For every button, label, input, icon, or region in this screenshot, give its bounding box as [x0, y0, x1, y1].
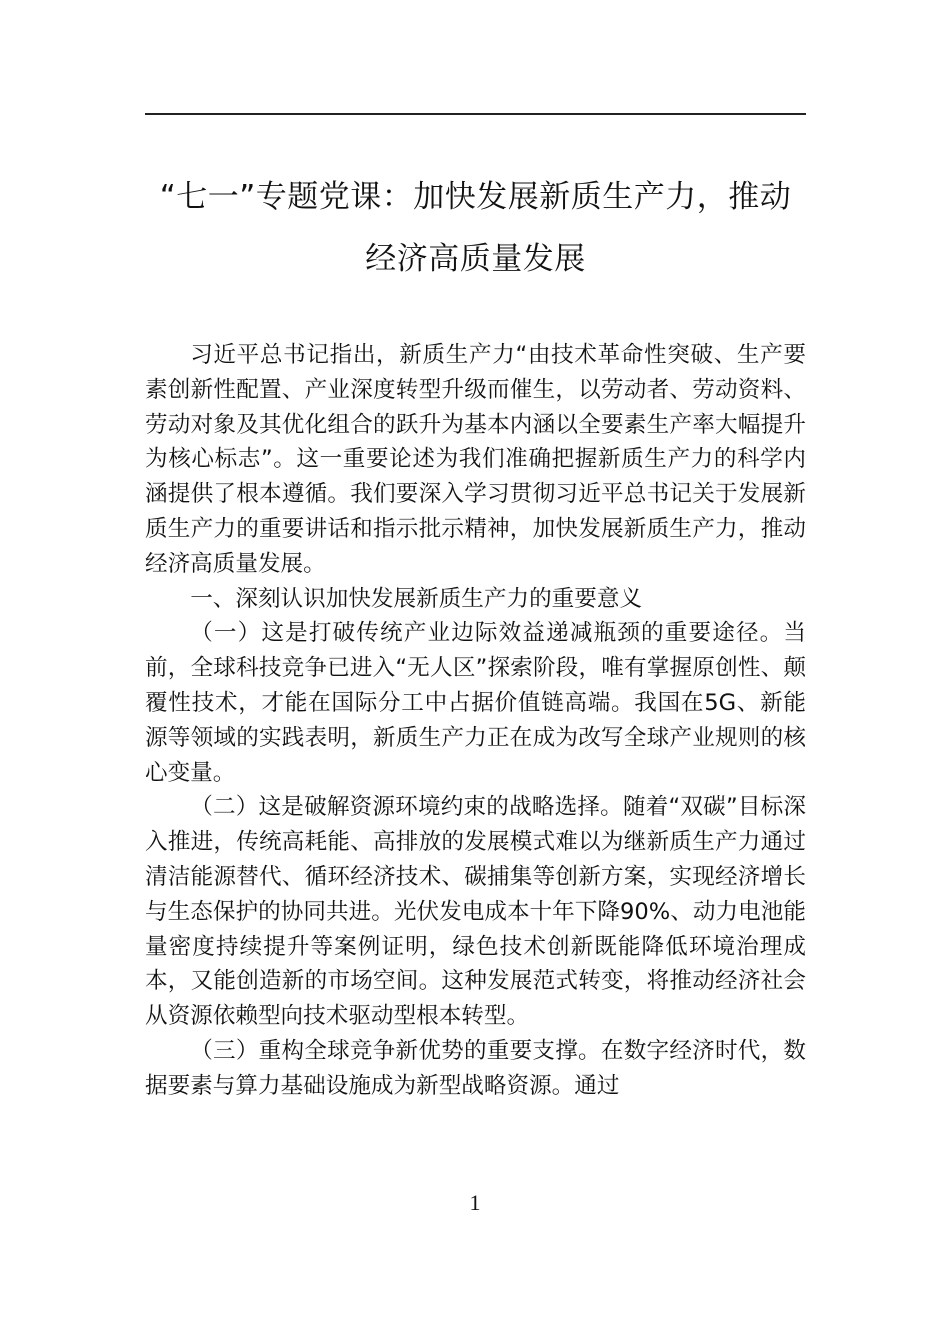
- section-heading-1: 一、深刻认识加快发展新质生产力的重要意义: [190, 585, 643, 612]
- page-number: 1: [469, 1190, 481, 1215]
- subsection-paragraph-1: （一）这是打破传统产业边际效益递减瓶颈的重要途径。当前，全球科技竞争已进入“无人区”探索阶段，唯有掌握原创性、颠覆性技术，才能在国际分工中占据价值链高端。我国在5G、新能源等领域的实践表明，新质生产力正在成为改写全球产业规则的核心变量。: [145, 620, 806, 786]
- document-title: “七一”专题党课：加快发展新质生产力，推动经济高质量发展: [159, 179, 792, 277]
- subsection-paragraph-2: （二）这是破解资源环境约束的战略选择。随着“双碳”目标深入推进，传统高耗能、高排放的发展模式难以为继新质生产力通过清洁能源替代、循环经济技术、碳捕集等创新方案，实现经济增长与生态保护的协同共进。光伏发电成本十年下降90%、动力电池能量密度持续提升等案例证明，绿色技术创新既能降低环境治理成本，又能创造新的市场空间。这种发展范式转变，将推动经济社会从资源依赖型向技术驱动型根本转型。: [145, 794, 806, 1030]
- document-body: [145, 338, 806, 1104]
- header-rule: [145, 113, 806, 115]
- intro-paragraph: 习近平总书记指出，新质生产力“由技术革命性突破、生产要素创新性配置、产业深度转型升级而催生，以劳动者、劳动资料、劳动对象及其优化组合的跃升为基本内涵以全要素生产率大幅提升为核心标志”。这一重要论述为我们准确把握新质生产力的科学内涵提供了根本遵循。我们要深入学习贯彻习近平总书记关于发展新质生产力的重要讲话和指示批示精神，加快发展新质生产力，推动经济高质量发展。: [145, 342, 806, 577]
- subsection-paragraph-3: （三）重构全球竞争新优势的重要支撑。在数字经济时代，数据要素与算力基础设施成为新型战略资源。通过: [145, 1037, 806, 1099]
